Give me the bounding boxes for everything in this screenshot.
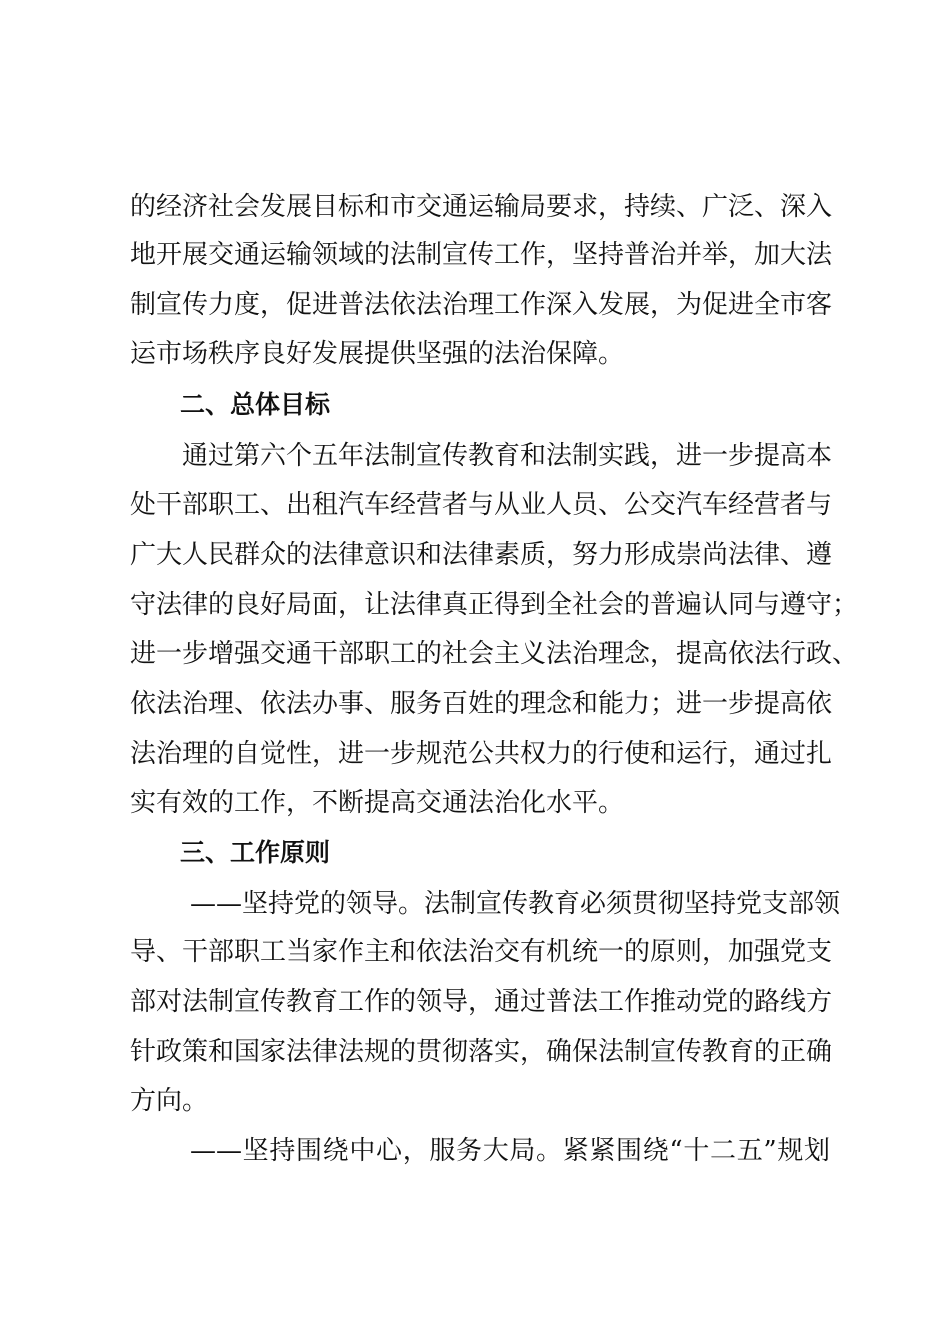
paragraph-line: 部对法制宣传教育工作的领导，通过普法工作推动党的路线方 — [130, 987, 833, 1017]
paragraph-line: 处干部职工、出租汽车经营者与从业人员、公交汽车经营者与 — [130, 490, 833, 520]
paragraph-line: 的经济社会发展目标和市交通运输局要求，持续、广泛、深入 — [130, 192, 833, 222]
paragraph-line: 依法治理、依法办事、服务百姓的理念和能力；进一步提高依 — [130, 689, 833, 719]
paragraph-line: 运市场秩序良好发展提供坚强的法治保障。 — [130, 339, 625, 369]
paragraph-line: 广大人民群众的法律意识和法律素质，努力形成崇尚法律、遵 — [130, 540, 833, 570]
paragraph-line: 通过第六个五年法制宣传教育和法制实践，进一步提高本 — [182, 441, 833, 471]
paragraph-line: 进一步增强交通干部职工的社会主义法治理念，提高依法行政、 — [130, 639, 859, 669]
paragraph-line: 法治理的自觉性，进一步规范公共权力的行使和运行，通过扎 — [130, 739, 833, 769]
paragraph-line: 制宣传力度，促进普法依法治理工作深入发展，为促进全市客 — [130, 290, 833, 320]
section-heading: 二、总体目标 — [180, 390, 331, 419]
paragraph-line: 守法律的良好局面，让法律真正得到全社会的普遍认同与遵守； — [130, 590, 859, 620]
paragraph-line: 针政策和国家法律法规的贯彻落实，确保法制宣传教育的正确 — [130, 1037, 833, 1067]
paragraph-line: 地开展交通运输领域的法制宣传工作，坚持普治并举，加大法 — [130, 240, 833, 270]
paragraph-line: ——坚持围绕中心，服务大局。紧紧围绕“十二五”规划 — [190, 1136, 830, 1166]
paragraph-line: ——坚持党的领导。法制宣传教育必须贯彻坚持党支部领 — [190, 889, 841, 919]
section-heading: 三、工作原则 — [180, 838, 331, 867]
paragraph-line: 导、干部职工当家作主和依法治交有机统一的原则，加强党支 — [130, 937, 833, 967]
paragraph-line: 实有效的工作，不断提高交通法治化水平。 — [130, 788, 625, 818]
paragraph-line: 方向。 — [130, 1086, 209, 1116]
